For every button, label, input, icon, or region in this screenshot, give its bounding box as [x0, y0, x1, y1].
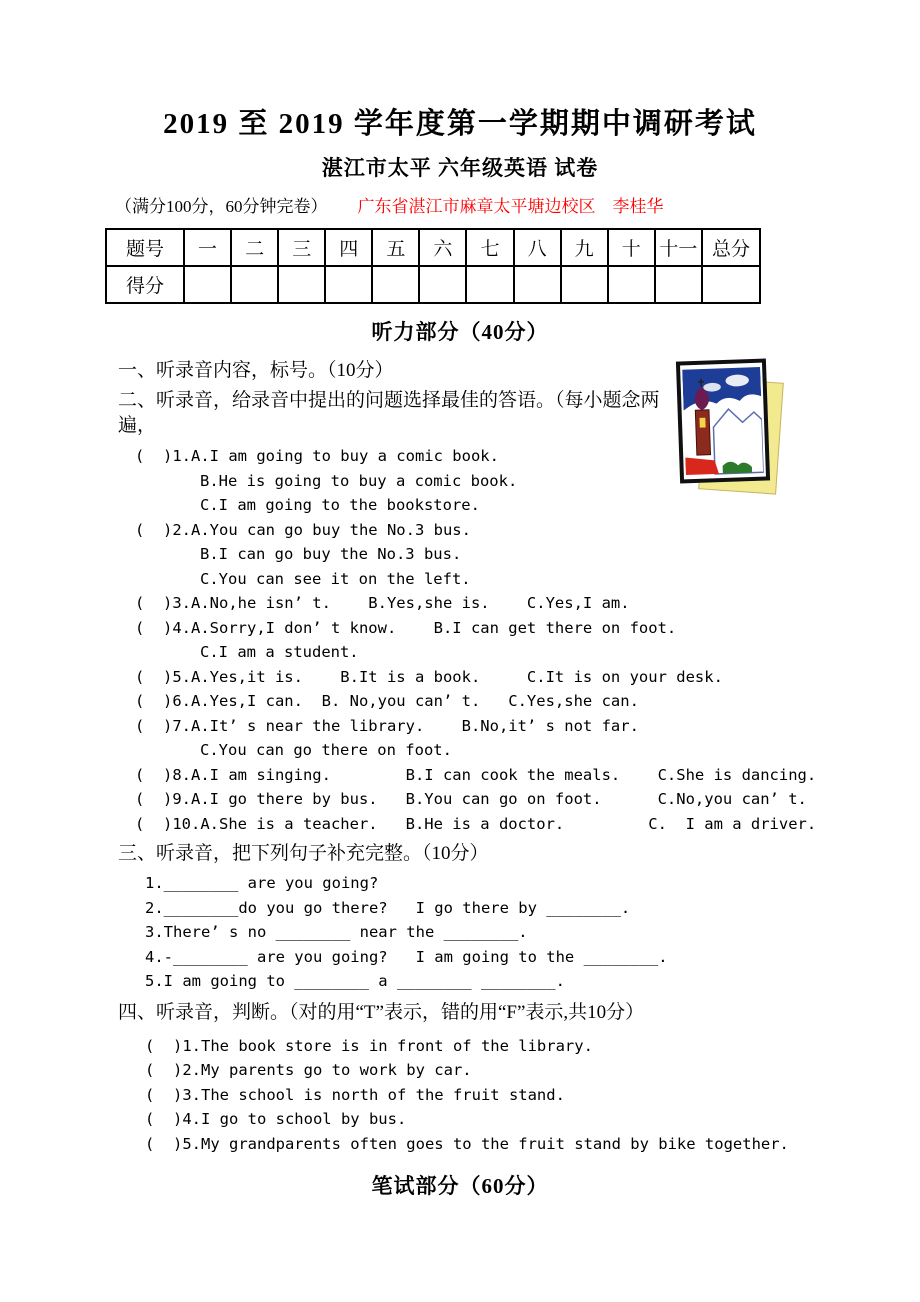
score-table-col-header: 一: [184, 229, 231, 266]
score-table-col-header: 四: [325, 229, 372, 266]
exam-info-line: [115, 196, 920, 218]
score-table-col-header: 九: [561, 229, 608, 266]
part3-questions: [0, 871, 920, 994]
score-table-score-cell: [608, 266, 655, 303]
question-line: C.You can see it on the left.: [200, 569, 471, 588]
castle-drawing-svg: [682, 365, 764, 478]
question-line: ( )4.A.Sorry,I don’ t know. B.I can get there on foot.: [135, 618, 677, 637]
question-line: 1.________ are you going?: [145, 874, 379, 892]
score-table-col-header: 七: [466, 229, 513, 266]
question-line: 2.________do you go there? I go there by ________.: [145, 898, 631, 917]
part4-title: 四、听录音，判断。（对的用“T”表示，错的用“F”表示,共10分）: [118, 1001, 645, 1023]
score-table-score-cell: [466, 266, 513, 303]
question-line: ( )2.My parents go to work by car.: [145, 1061, 472, 1079]
exam-title: 2019 至 2019 学年度第一学期期中调研考试: [163, 108, 757, 140]
exam-subtitle: 湛江市太平 六年级英语 试卷: [321, 156, 599, 180]
score-table-score-cell: [184, 266, 231, 303]
question-line: ( )5.My grandparents often goes to the fruit stand by bike together.: [145, 1134, 789, 1153]
question-line: ( )3.The school is north of the fruit stand.: [145, 1085, 565, 1104]
question-line: ( )8.A.I am singing. B.I can cook the meals. C.She is dancing.: [135, 765, 817, 784]
score-table-score-cell: [325, 266, 372, 303]
question-line: C.You can go there on foot.: [200, 741, 452, 759]
score-table-col-header: 三: [278, 229, 325, 266]
written-section-title: 笔试部分（60分）: [371, 1174, 549, 1198]
question-line: 3.There’ s no ________ near the ________.: [145, 923, 528, 941]
question-line: C.I am going to the bookstore.: [200, 496, 480, 514]
score-table-col-header: 总分: [702, 229, 760, 266]
question-line: ( )7.A.It’ s near the library. B.No,it’ s not far.: [135, 716, 639, 735]
score-table: [105, 228, 761, 304]
score-table-col-header: 十一: [655, 229, 702, 266]
exam-note: （满分100分，60分钟完卷）: [115, 197, 328, 216]
question-line: ( )5.A.Yes,it is. B.It is a book. C.It is on your desk.: [135, 667, 723, 686]
part2-title: 二、听录音，给录音中提出的问题选择最佳的答语。（每小题念两遍，: [118, 390, 660, 436]
score-table-row-scores: [106, 266, 760, 303]
question-line: C.I am a student.: [200, 643, 359, 661]
part2-questions: [0, 444, 920, 836]
part1-title: 一、听录音内容，标号。（10分）: [118, 360, 394, 381]
question-line: B.He is going to buy a comic book.: [200, 471, 518, 490]
question-line: ( )4.I go to school by bus.: [145, 1110, 407, 1128]
listening-section-title: 听力部分（40分）: [371, 320, 549, 344]
score-table-col-header: 十: [608, 229, 655, 266]
school-credit: 广东省湛江市麻章太平塘边校区 李桂华: [357, 197, 664, 216]
question-line: ( )1.The book store is in front of the library.: [145, 1036, 593, 1055]
question-line: ( )1.A.I am going to buy a comic book.: [135, 447, 499, 465]
question-line: ( )2.A.You can go buy the No.3 bus.: [135, 520, 471, 539]
question-line: ( )3.A.No,he isn’ t. B.Yes,she is. C.Yes,I am.: [135, 594, 630, 612]
score-table-score-cell: [561, 266, 608, 303]
score-table-score-cell: [655, 266, 702, 303]
score-table-col-header: 二: [231, 229, 278, 266]
score-table-col-header: 八: [514, 229, 561, 266]
score-table-score-cell: [514, 266, 561, 303]
score-table-score-cell: [419, 266, 466, 303]
castle-drawing-image: [678, 360, 790, 502]
score-table-score-cell: [372, 266, 419, 303]
picture-frame: [676, 358, 770, 483]
score-table-score-cell: [702, 266, 760, 303]
question-line: ( )6.A.Yes,I can. B. No,you can’ t. C.Yes,she can.: [135, 692, 639, 710]
question-line: ( )10.A.She is a teacher. B.He is a doctor. C. I am a driver.: [135, 814, 817, 833]
score-table-col-header: 六: [419, 229, 466, 266]
question-line: ( )9.A.I go there by bus. B.You can go on foot. C.No,you can’ t.: [135, 790, 807, 808]
score-table-header-label: 题号: [106, 229, 184, 266]
part4-questions: [0, 1034, 920, 1157]
score-table-score-cell: [231, 266, 278, 303]
score-table-col-header: 五: [372, 229, 419, 266]
question-line: 4.-________ are you going? I am going to the ________.: [145, 947, 668, 966]
score-table-score-label: 得分: [106, 266, 184, 303]
question-line: 5.I am going to ________ a ________ ________.: [145, 972, 565, 990]
score-table-row-titles: [106, 229, 760, 266]
part3-title: 三、听录音，把下列句子补充完整。（10分）: [118, 843, 489, 864]
score-table-score-cell: [278, 266, 325, 303]
question-line: B.I can go buy the No.3 bus.: [200, 545, 462, 563]
